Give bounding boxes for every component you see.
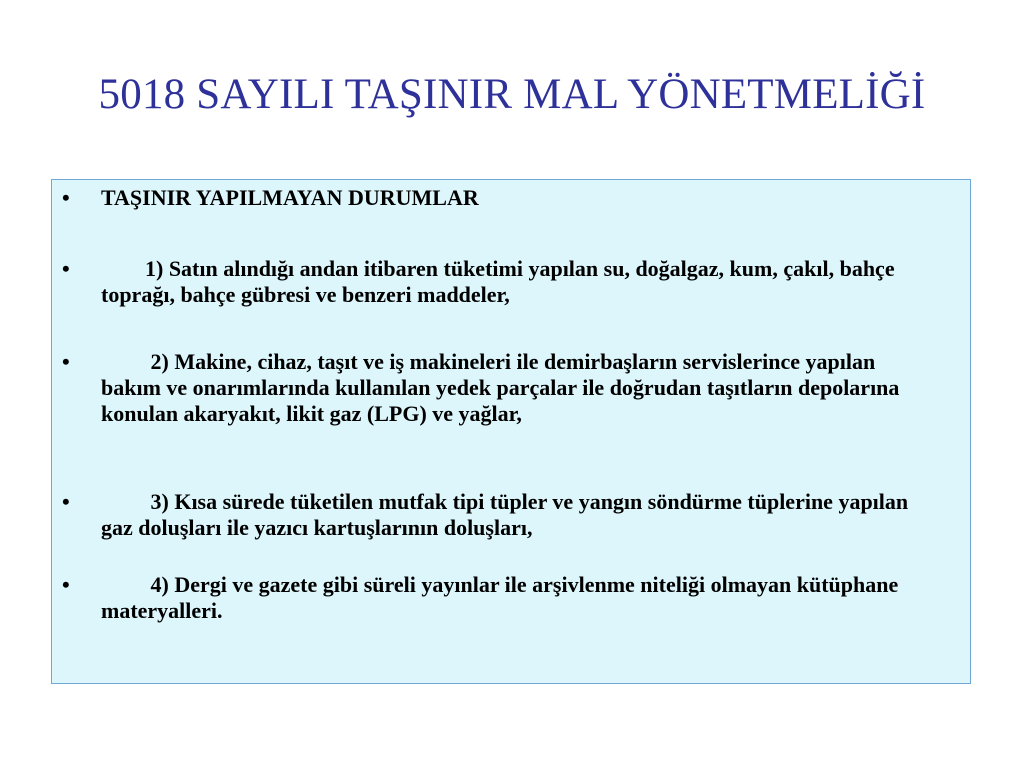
list-item-heading: TAŞINIR YAPILMAYAN DURUMLAR — [101, 185, 479, 210]
bullet-icon: • — [62, 572, 70, 597]
content-box — [51, 179, 971, 684]
bullet-icon: • — [62, 256, 70, 281]
list-item-text: 2) Makine, cihaz, taşıt ve iş makineleri ile demirbaşların servislerince yapılan bakım ve onarımlarında kullanılan yedek parçalar ile doğrudan taşıtların depolarına konulan akaryakıt, likit gaz (LPG) ve yağlar, — [101, 349, 905, 426]
slide-title: 5018 SAYILI TAŞINIR MAL YÖNETMELİĞİ — [98, 71, 926, 118]
list-item-text: 4) Dergi ve gazete gibi süreli yayınlar ile arşivlenme niteliği olmayan kütüphane materyalleri. — [101, 572, 904, 623]
list-item-text: 3) Kısa sürede tüketilen mutfak tipi tüpler ve yangın söndürme tüplerine yapılan gaz doluşları ile yazıcı kartuşlarının doluşları, — [101, 489, 914, 540]
bullet-icon: • — [62, 185, 70, 210]
list-item-text: 1) Satın alındığı andan itibaren tüketimi yapılan su, doğalgaz, kum, çakıl, bahçe toprağı, bahçe gübresi ve benzeri maddeler, — [101, 256, 901, 307]
bullet-icon: • — [62, 349, 70, 374]
bullet-icon: • — [62, 489, 70, 514]
